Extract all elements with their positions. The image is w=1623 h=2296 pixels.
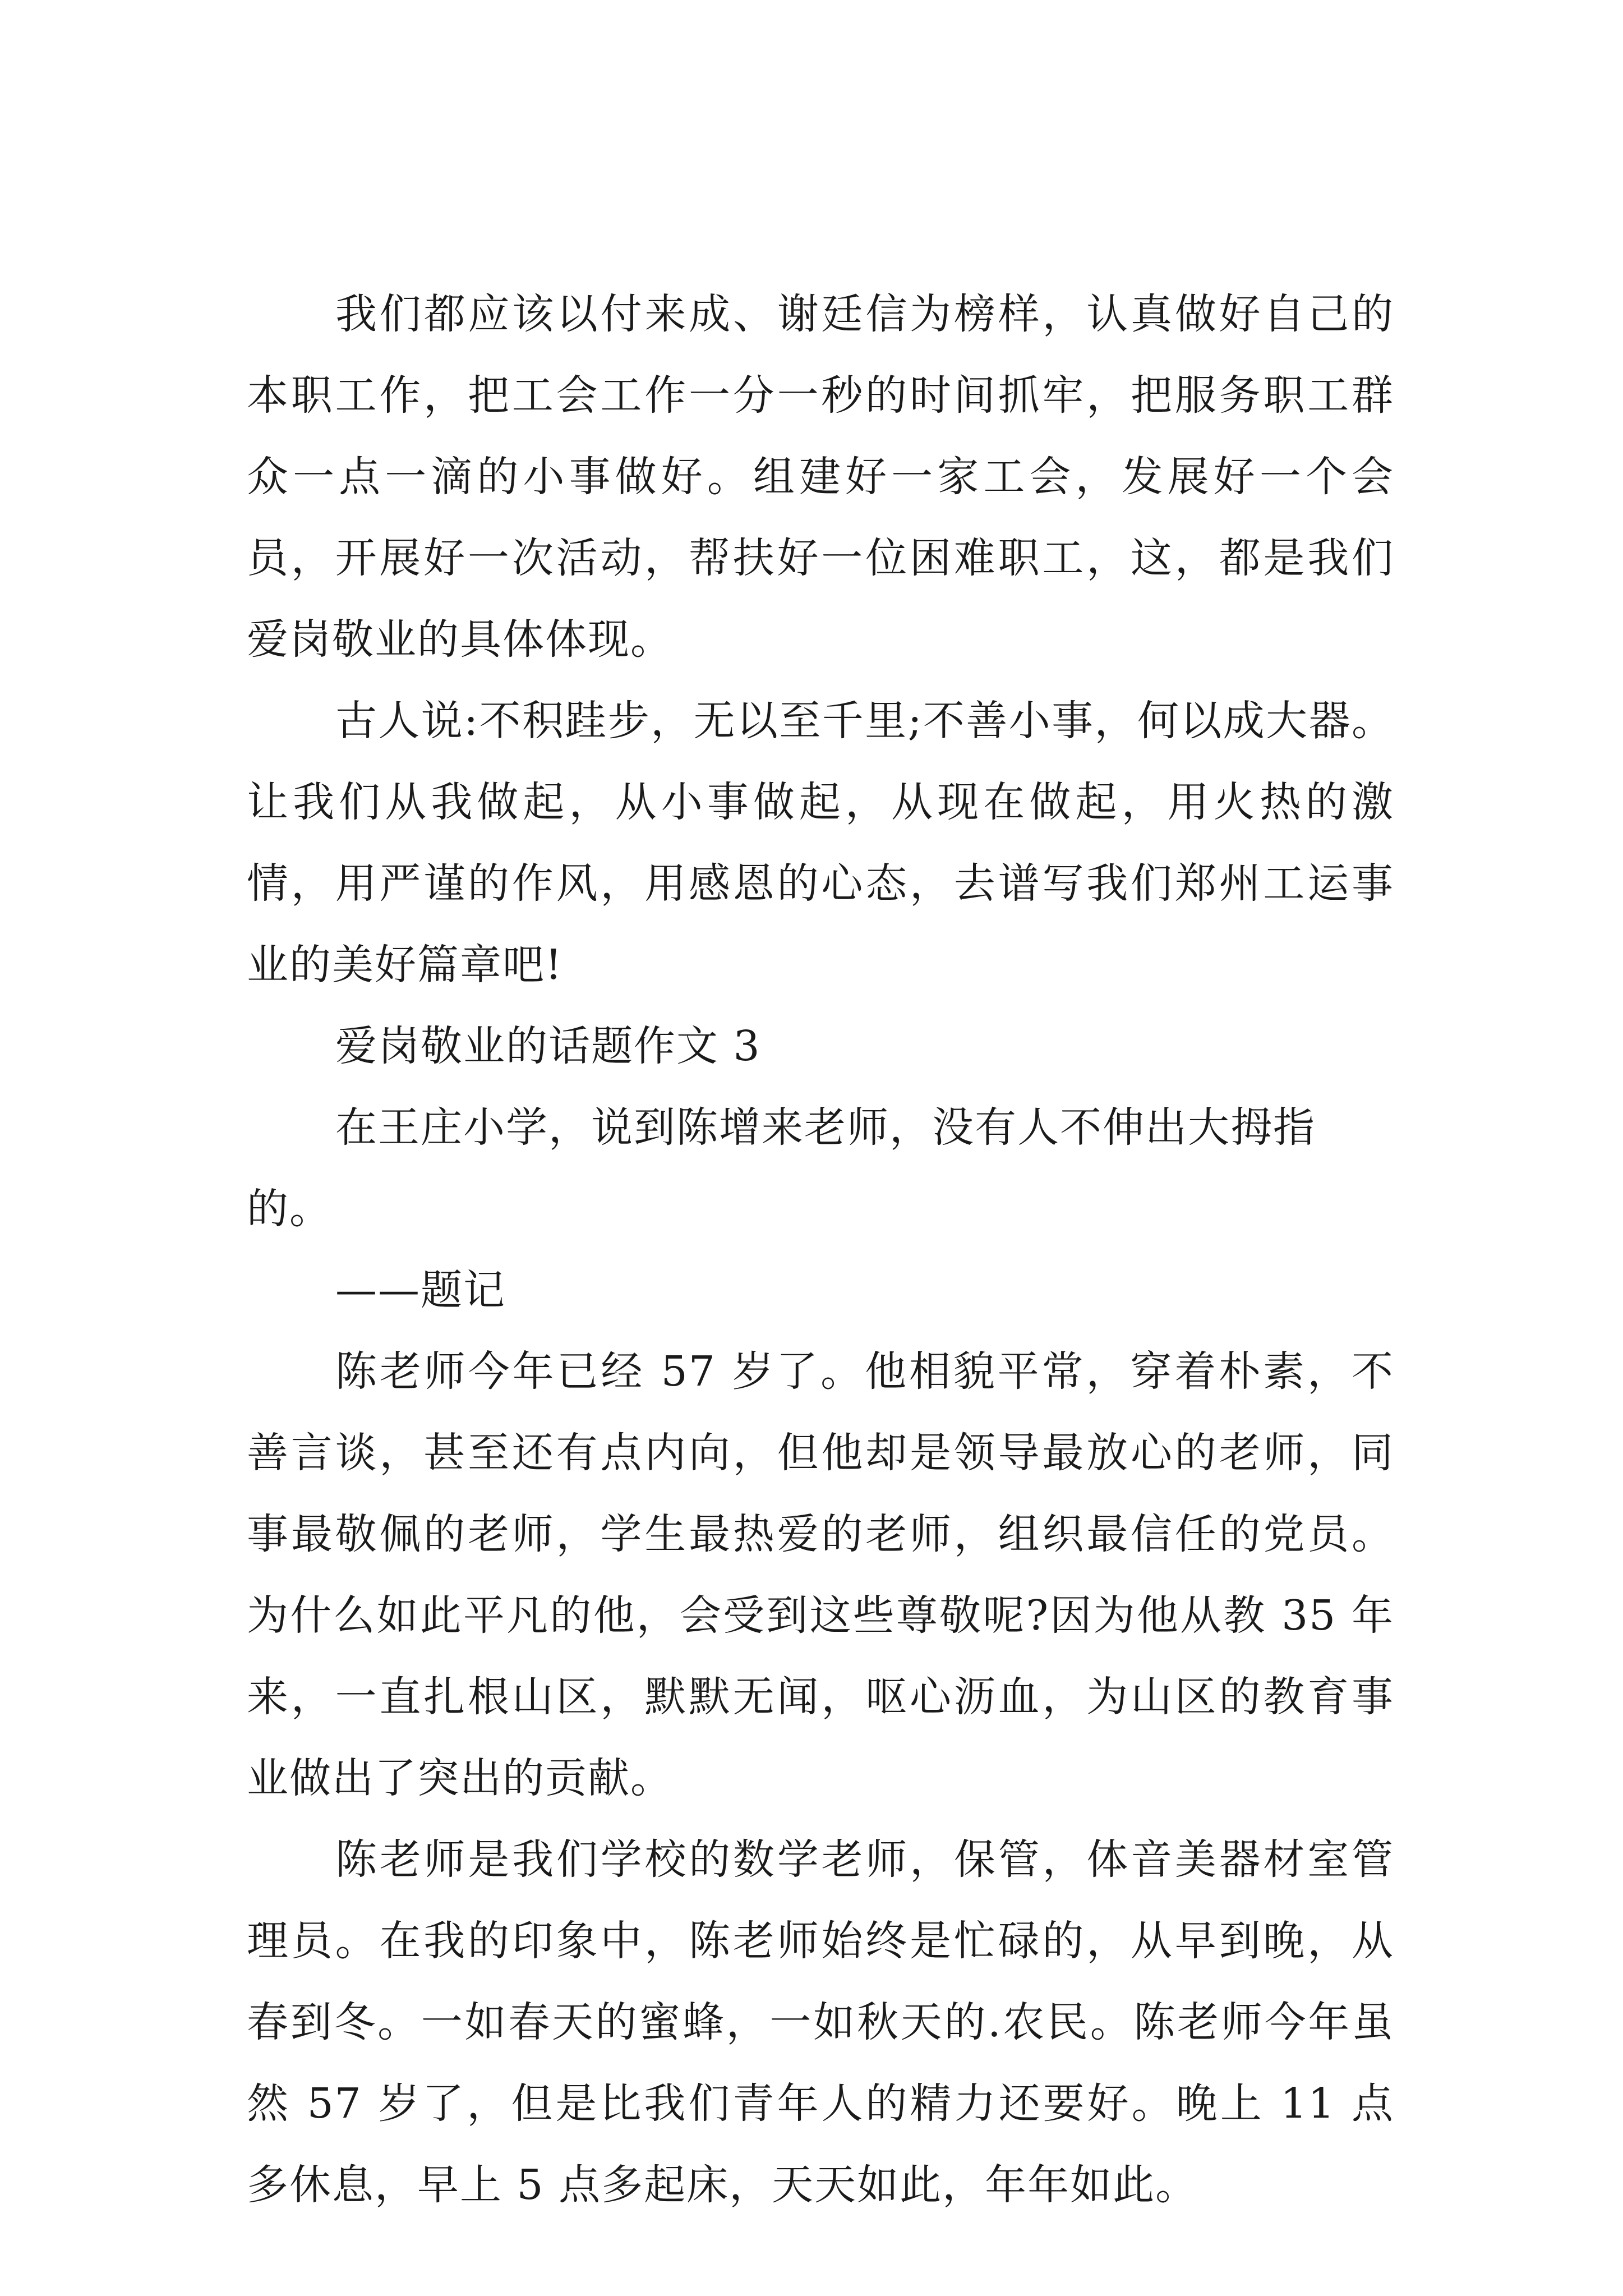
paragraph-role-models: 我们都应该以付来成、谢廷信为榜样，认真做好自己的本职工作，把工会工作一分一秒的时间抓牢，把服务职工群众一点一滴的小事做好。组建好一家工会，发展好一个会员，开展好一次活动，帮扶好一位困难职工，这，都是我们爱岗敬业的具体体现。	[247, 290, 1394, 664]
epigraph-attribution: ——题记	[335, 1266, 506, 1314]
paragraph-epigraph: 在王庄小学，说到陈增来老师，没有人不伸出大拇指的。	[247, 1103, 1316, 1233]
section-heading: 爱岗敬业的话题作文 3	[335, 1022, 761, 1070]
paragraph-teacher-intro: 陈老师今年已经 57 岁了。他相貌平常，穿着朴素，不善言谈，甚至还有点内向，但他却是领导最放心的老师，同事最敬佩的老师，学生最热爱的老师，组织最信任的党员。为什么如此平凡的他，会受到这些尊敬呢?因为他从教 35 年来，一直扎根山区，默默无闻，呕心沥血，为山区的教育事业做出了突出的贡献。	[247, 1347, 1394, 1802]
document-body	[247, 274, 1394, 2226]
paragraph-teacher-work: 陈老师是我们学校的数学老师，保管，体音美器材室管理员。在我的印象中，陈老师始终是忙碌的，从早到晚，从春到冬。一如春天的蜜蜂，一如秋天的.农民。陈老师今年虽然 57 岁了，但是比我们青年人的精力还要好。晚上 11 点多休息，早上 5 点多起床，天天如此，年年如此。	[247, 1835, 1394, 2209]
paragraph-ancient-saying: 古人说:不积跬步，无以至千里;不善小事，何以成大器。让我们从我做起，从小事做起，从现在做起，用火热的激情，用严谨的作风，用感恩的心态，去谱写我们郑州工运事业的美好篇章吧!	[247, 697, 1394, 989]
